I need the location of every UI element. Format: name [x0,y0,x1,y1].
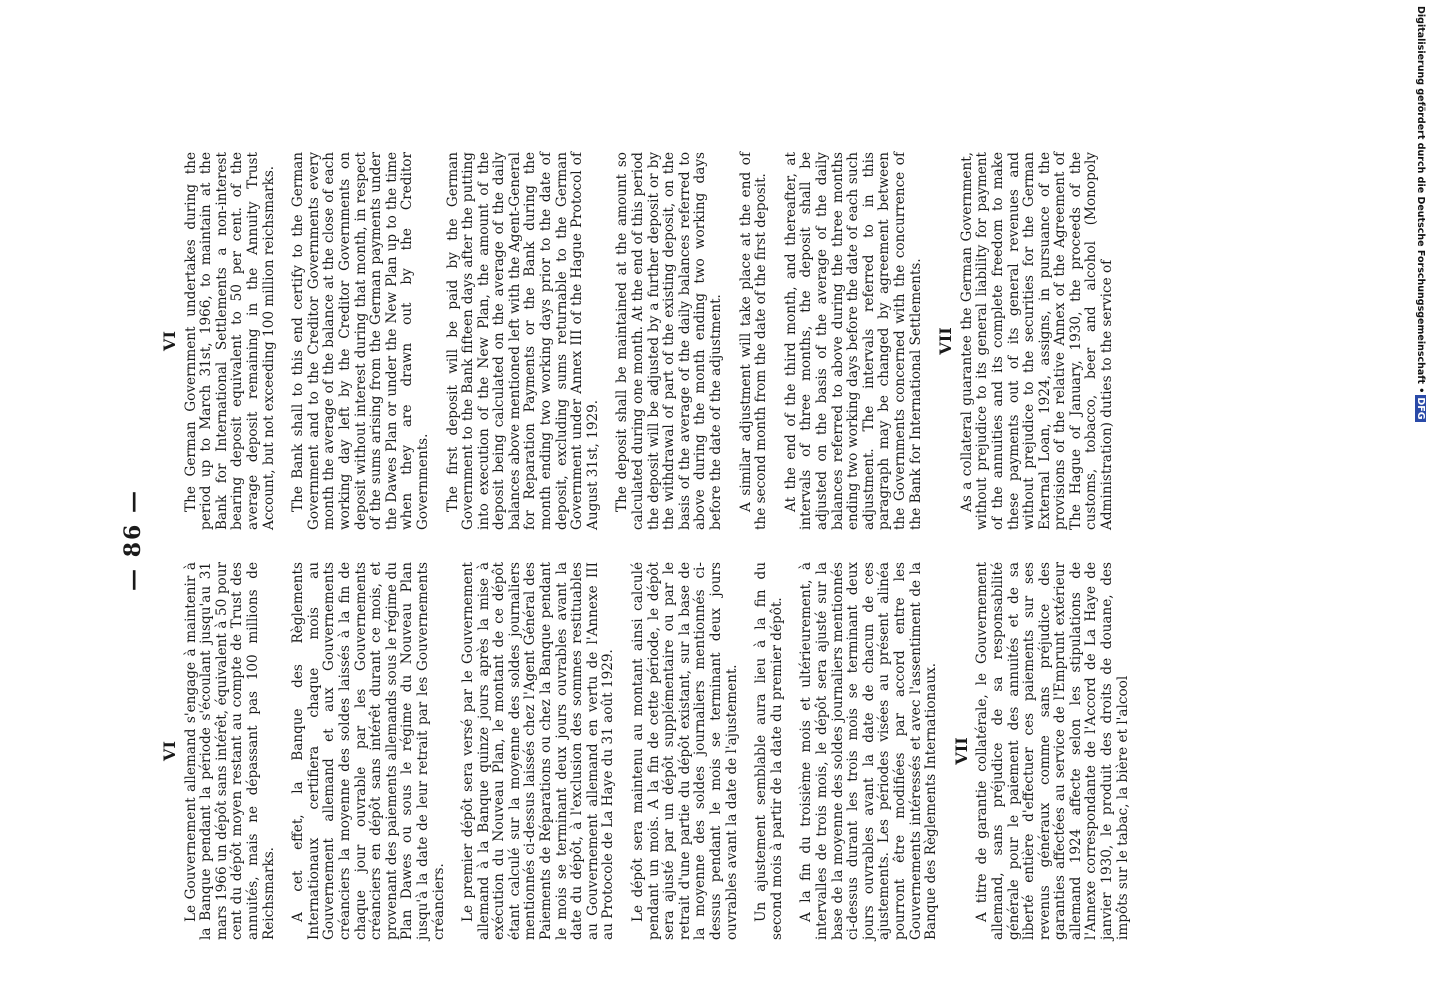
fr-heading-vi: VI [160,741,179,761]
en-heading-vi: VI [160,331,179,351]
en-vi-paragraph: A similar adjustment will take place at the end of the second month from the date of the first deposit. [737,152,770,530]
fr-vii-paragraph: A titre de garantie collatérale, le Gouvernement allemand, sans préjudice de sa responsabilité générale pour le paiement des annuités et de sa liberté entière d'effectuer ces paiements sur ses revenus généraux comme sans préjudice des garanties affectées au service de l'Emprunt extérieur allemand 1924 affecte selon les stipulations de l'Annexe correspondante de l'Accord de La Haye de janvier 1930, le produit des droits de douane, des impôts sur le tabac, la bière et l'alcool [974,562,1131,940]
dfg-logo: DFG [1415,397,1426,420]
english-column [154,152,1130,530]
en-vi-paragraph: The German Government undertakes during the period up to March 31st, 1966, to maintain at the Bank for International Settlements a non-interest bearing deposit equivalent to 50 per cent. of the average deposit remaining in the Annuity Trust Account, but not exceeding 100 million reichsmarks. [182,152,277,530]
en-vi-paragraph: The deposit shall be maintained at the amount so calculated during one month. At the end of this period the deposit will be adjusted by a further deposit or by the withdrawal of part of the existing deposit, on the basis of the average of the daily balances referred to above during the month ending two working days before the date of the adjustment. [614,152,724,530]
en-vi-paragraph: The first deposit will be paid by the German Government to the Bank fifteen days after the putting into execution of the New Plan, the amount of the deposit being calculated on the average of the daily balances above mentioned left with the Agent-General for Reparation Payments or the Bank during the month ending two working days prior to the date of deposit, excluding sums returnable to the German Government under Annex III of the Hague Protocol of August 31st, 1929. [444,152,601,530]
fr-vi-paragraph: Le dépôt sera maintenu au montant ainsi calculé pendant un mois. A la fin de cette période, le dépôt sera ajusté par un dépôt supplémentaire ou par le retrait d'une partie du dépôt existant, sur la base de la moyenne des soldes journaliers mentionnés ci-dessus pendant le mois se terminant deux jours ouvrables avant la date de l'ajustement. [630,562,740,940]
fr-vi-paragraph: A cet effet, la Banque des Règlements Internationaux certifiera chaque mois au Gouvernement allemand et aux Gouvernements créanciers la moyenne des soldes laissés à la fin de chaque jour ouvrable par les Gouvernements créanciers en dépôt sans intérêt durant ce mois, et provenant des paiements allemands sous le régime du Plan Dawes ou sous le régime du Nouveau Plan jusqu'à la date de leur retrait par les Gouvernements créanciers. [290,562,447,940]
fr-vi-paragraph: A la fin du troisième mois et ultérieurement, à intervalles de trois mois, le dépôt sera ajusté sur la base de la moyenne des soldes journaliers mentionnés ci-dessus durant les trois mois se terminant deux jours ouvrables avant la date de chacun de ces ajustements. Les périodes visées au présent alinéa pourront être modifiées par accord entre les Gouvernements intéressés et avec l'assentiment de la Banque des Règlements Internationaux. [798,562,940,940]
en-heading-vii: VII [936,327,956,355]
en-vi-paragraph: The Bank shall to this end certify to the German Government and to the Creditor Governments every month the average of the balance at the close of each working day left by the Creditor Governments on deposit without interest during that month, in respect of the sums arising from the German payments under the Dawes Plan or under the New Plan up to the time when they are drawn out by the Creditor Governments. [290,152,431,530]
fr-vi-paragraph: Le premier dépôt sera versé par le Gouvernement allemand à la Banque quinze jours après la mise à exécution du Nouveau Plan, le montant de ce dépôt étant calculé sur la moyenne des soldes journaliers mentionnés ci-dessus laissés chez l'Agent Général des Paiements de Réparations ou chez la Banque pendant le mois se terminant deux jours ouvrables avant la date du dépôt, à l'exclusion des sommes restituables au Gouvernement allemand en vertu de l'Annexe III au Protocole de La Haye du 31 août 1929. [460,562,617,940]
rotated-page [120,140,1260,940]
credit-text: Digitalisierung gefördert durch die Deutsche Forschungsgemeinschaft • [1415,6,1426,394]
en-vi-paragraph: At the end of the third month, and thereafter, at intervals of three months, the deposit shall be adjusted on the basis of the average of the daily balances referred to above during the three months ending two working days before the date of each such adjustment. The intervals referred to in this paragraph may be changed by agreement between the Governments concerned with the concurrence of the Bank for International Settlements. [782,152,924,530]
fr-heading-vii: VII [951,737,971,765]
digitization-credit [1415,6,1426,422]
page-number: — 86 — [120,489,146,591]
french-column [154,562,1145,940]
fr-vi-paragraph: Un ajustement semblable aura lieu à la fin du second mois à partir de la date du premier dépôt. [753,562,785,940]
fr-vi-paragraph: Le Gouvernement allemand s'engage à maintenir à la Banque pendant la période s'écoulant jusqu'au 31 mars 1966 un dépôt sans intérêt, équivalent à 50 pour cent du dépôt moyen restant au compte de Trust des annuités, mais ne dépassant pas 100 millions de Reichsmarks. [182,562,277,940]
en-vii-paragraph: As a collateral guarantee the German Government, without prejudice to its general liability for payment of the annuities and its complete freedom to make these payments out of its general revenues and without prejudice to the securities for the German External Loan, 1924, assigns, in pursuance of the provisions of the relative Annex of the Agreement of The Hague of January, 1930, the proceeds of the customs, tobacco, beer and alcohol (Monopoly Administration) duties to the service of [958,152,1116,530]
